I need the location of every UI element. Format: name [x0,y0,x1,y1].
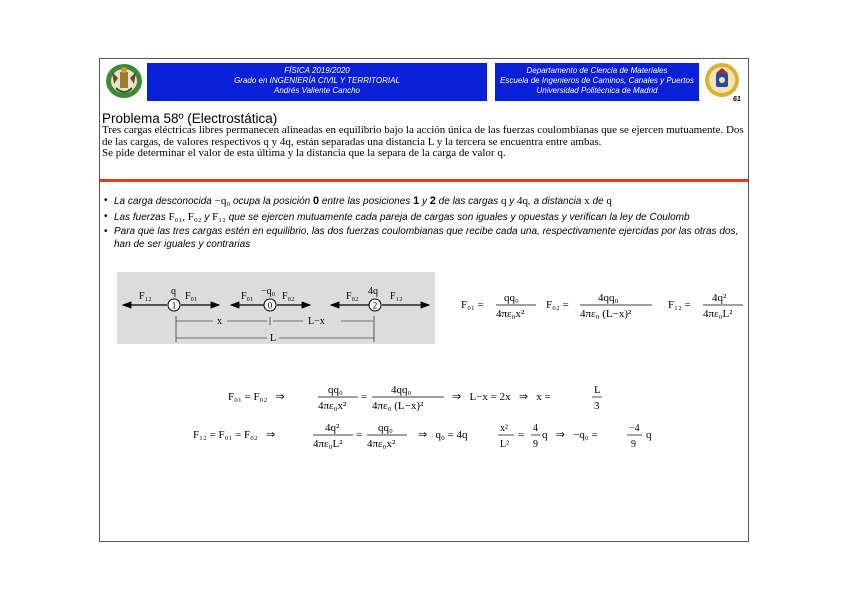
node-0-label: 0 [267,300,273,311]
r2-num4: 4 [533,423,538,434]
course-line-3: Andrés Valiente Cancho [274,86,360,95]
eq2-num: 4qq₀ [598,292,619,304]
r2-mid3: q ⇒ −q₀ = [542,429,598,441]
r2-num1: 4q² [325,422,340,434]
r1-num2: 4qq₀ [391,384,412,396]
r1-den2: 4πε₀ (L−x)² [372,400,424,412]
r1-den1: 4πε₀x² [318,400,347,412]
r2-eq: = [356,429,363,441]
eq1-den: 4πε₀x² [496,308,525,320]
course-line-2: Grado en INGENIERÍA CIVIL Y TERRITORIAL [234,76,400,85]
bullet-1: • La carga desconocida −q₀ ocupa la posición 0 entre las posiciones 1 y 2 de las cargas q y 4q, a distancia x de q [104,195,612,207]
r1-den3: 3 [594,400,600,412]
dept-line-1: Departamento de Ciencia de Materiales [526,66,668,75]
label-f01-right: F₀₁ [185,291,198,302]
r2-mid2: = [518,429,525,441]
label-x: x [217,316,222,327]
bullet-dot: • [104,210,108,222]
r2-mid: ⇒ q₀ = 4q [418,429,468,441]
r1-num3: L [594,384,601,396]
statement-paragraph-1: Tres cargas eléctricas libres permanecen alineadas en equilibrio bajo la acción única de las fuerzas coulombianas que se ejercen mutuamente. Dos de las cargas, de valores respectivos q y 4q, están separadas una distancia L y la tercera se encuentra entre ambas. [102,124,744,148]
r1-lhs: F₀₁ = F₀₂ ⇒ [228,391,285,403]
eq3-lhs: F₁₂ = [668,299,691,311]
r1-mid: ⇒ L−x = 2x ⇒ x = [452,391,551,403]
eq2-den: 4πε₀ (L−x)² [580,308,632,320]
label-f12-right: F₁₂ [390,291,403,302]
dept-line-3: Universidad Politécnica de Madrid [536,86,658,95]
r2-den4: 9 [533,439,538,450]
r2-lhs: F₁₂ = F₀₁ = F₀₂ ⇒ [193,429,276,441]
bullet-dot: • [104,226,108,238]
r2-end: q [646,429,652,441]
page-number: 61 [733,96,741,103]
node-1-label: 1 [171,300,177,311]
problem-title: Problema 58º (Electrostática) [102,111,278,126]
eq2-lhs: F₀₂ = [546,299,569,311]
r2-den3: L² [500,439,510,450]
r2-den2: 4πε₀x² [367,438,396,450]
r2-den5: 9 [631,439,636,450]
bullet-2: • Las fuerzas F₀₁, F₀₂ y F₁₂ que se ejercen mutuamente cada pareja de cargas son iguales y opuestas y verifican la ley de Coulomb [104,210,690,223]
label-4q: 4q [368,286,378,297]
eq3-den: 4πε₀L² [703,308,733,320]
label-f02-left: F₀₂ [346,291,359,302]
eq1-num: qq₀ [504,292,519,304]
bullet-dot: • [104,195,108,206]
r2-num3: x² [500,423,508,434]
label-l-minus-x: L−x [308,316,325,327]
label-q: q [171,286,176,297]
eq3-num: 4q² [712,292,727,304]
r1-eq: = [361,391,368,403]
node-2-label: 2 [372,300,378,311]
r2-den1: 4πε₀L² [313,438,343,450]
label-f02-right: F₀₂ [282,291,295,302]
statement-paragraph-2: Se pide determinar el valor de esta última y la distancia que la separa de la carga de valor q. [102,147,506,160]
bullet-3: • Para que las tres cargas estén en equilibrio, las dos fuerzas coulombianas que recibe cada una, respectivamente ejercidas por las otras dos, han de ser iguales y contrarias [104,226,739,250]
label-l: L [270,333,277,344]
eq1-lhs: F₀₁ = [461,299,484,311]
label-f01-left: F₀₁ [241,291,254,302]
label-q0: −q₀ [261,286,276,297]
dept-line-2: Escuela de Ingenieros de Caminos, Canales y Puertos [500,76,694,85]
r1-num1: qq₀ [328,384,343,396]
course-line-1: FÍSICA 2019/2020 [284,66,350,75]
r2-num2: qq₀ [378,422,393,434]
r2-num5: −4 [629,423,640,434]
label-f12-left: F₁₂ [139,291,152,302]
